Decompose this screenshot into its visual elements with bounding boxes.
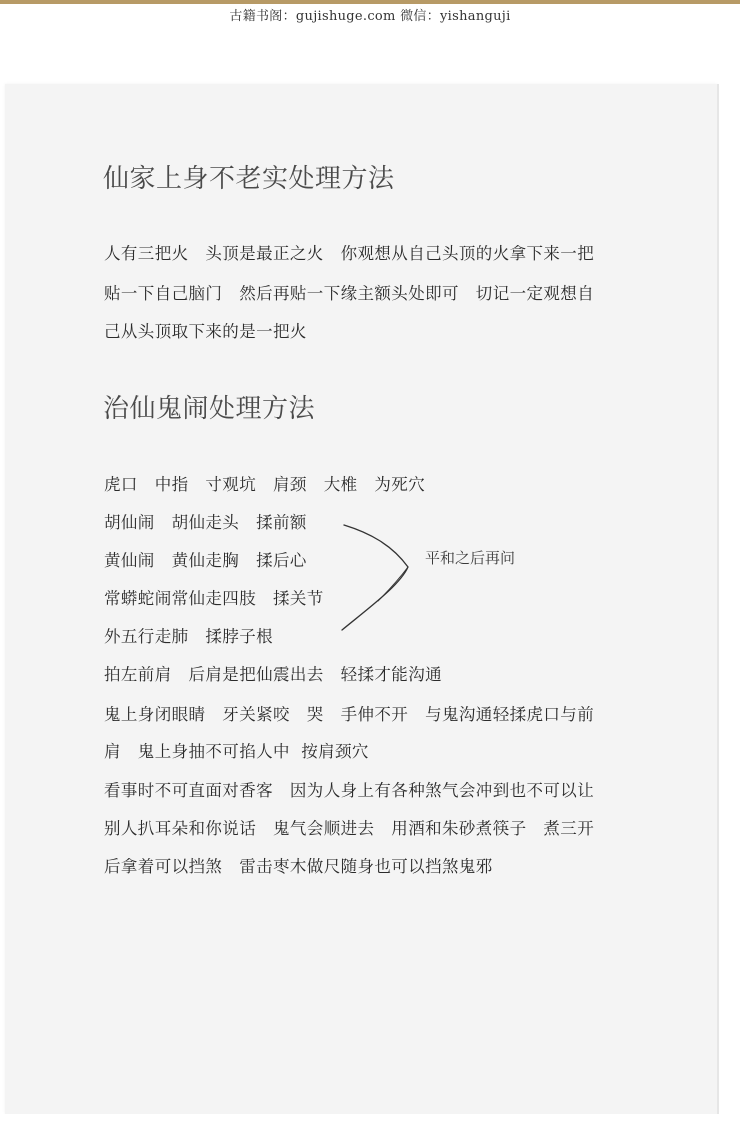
section1-line: 贴一下自己脑门 然后再贴一下缘主额头处即可 切记一定观想自 <box>104 284 595 303</box>
section2-line: 看事时不可直面对香客 因为人身上有各种煞气会冲到也不可以让 <box>104 781 595 800</box>
section1-line: 己从头顶取下来的是一把火 <box>104 322 307 341</box>
site-watermark: 古籍书阁：gujishuge.com 微信：yishanguji <box>229 9 511 24</box>
section2-line: 虎口 中指 寸观坑 肩颈 大椎 为死穴 <box>104 475 426 494</box>
section2-line: 胡仙闹 胡仙走头 揉前额 <box>104 513 307 532</box>
section1-line: 人有三把火 头顶是最正之火 你观想从自己头顶的火拿下来一把 <box>104 244 595 263</box>
section2-line: 鬼上身闭眼睛 牙关紧咬 哭 手伸不开 与鬼沟通轻揉虎口与前 <box>104 705 595 724</box>
section2-line: 拍左前肩 后肩是把仙震出去 轻揉才能沟通 <box>104 665 442 684</box>
handwritten-bracket <box>330 515 430 635</box>
section1-title: 仙家上身不老实处理方法 <box>103 164 395 194</box>
section2-line: 外五行走肺 揉脖子根 <box>104 627 273 646</box>
section2-title: 治仙鬼闹处理方法 <box>103 394 316 424</box>
bottom-strip <box>0 1114 740 1144</box>
section2-line: 后拿着可以挡煞 雷击枣木做尺随身也可以挡煞鬼邪 <box>104 857 493 876</box>
bracket-annotation: 平和之后再问 <box>425 549 516 567</box>
top-rule <box>0 0 740 4</box>
section2-line: 别人扒耳朵和你说话 鬼气会顺进去 用酒和朱砂煮筷子 煮三开 <box>104 819 595 838</box>
page-edge <box>717 84 719 1114</box>
section2-line: 肩 鬼上身抽不可掐人中 按肩颈穴 <box>104 742 369 761</box>
section2-line: 黄仙闹 黄仙走胸 揉后心 <box>104 551 307 570</box>
section2-line: 常蟒蛇闹常仙走四肢 揉关节 <box>104 589 324 608</box>
